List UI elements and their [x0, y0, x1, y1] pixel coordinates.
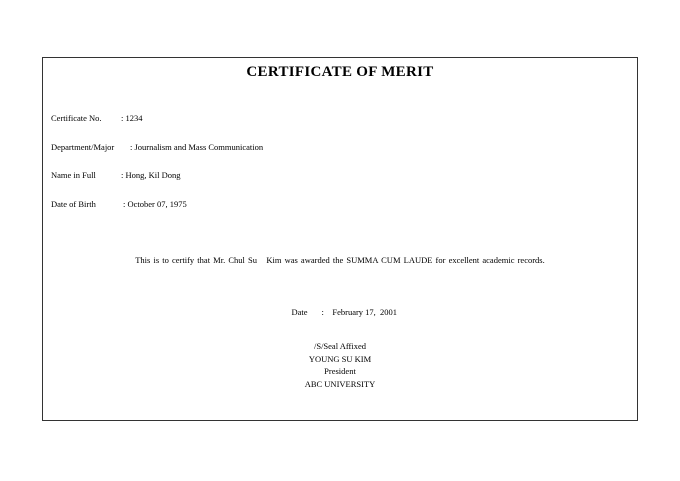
name-label: Name in Full: [51, 170, 96, 180]
institution-name: ABC UNIVERSITY: [304, 378, 376, 389]
signature-block: [43, 340, 637, 390]
certificate-number-label: Certificate No.: [51, 113, 102, 123]
certification-statement: This is to certify that Mr. Chul Su Kim was awarded the SUMMA CUM LAUDE for excellent academic records.: [135, 255, 545, 265]
seal-affixed-text: /S/Seal Affixed: [313, 341, 367, 351]
certificate-number-value: : 1234: [121, 113, 143, 123]
certificate-frame: [42, 57, 638, 421]
birth-date-label: Date of Birth: [51, 199, 96, 209]
issue-date-value: : February 17, 2001: [321, 307, 398, 317]
department-label: Department/Major: [51, 142, 115, 152]
certificate-number-row: [51, 113, 143, 123]
birth-date-row: [51, 199, 187, 209]
signatory-name: YOUNG SU KIM: [308, 353, 372, 364]
certificate-title: CERTIFICATE OF MERIT: [246, 64, 434, 80]
birth-date-value: : October 07, 1975: [123, 199, 187, 209]
name-row: [51, 170, 181, 180]
issue-date-row: [43, 297, 637, 327]
department-row: [51, 142, 263, 152]
department-value: : Journalism and Mass Communication: [130, 142, 264, 152]
signatory-position: President: [324, 366, 356, 376]
name-value: : Hong, Kil Dong: [121, 170, 181, 180]
issue-date-label: Date: [291, 307, 308, 317]
